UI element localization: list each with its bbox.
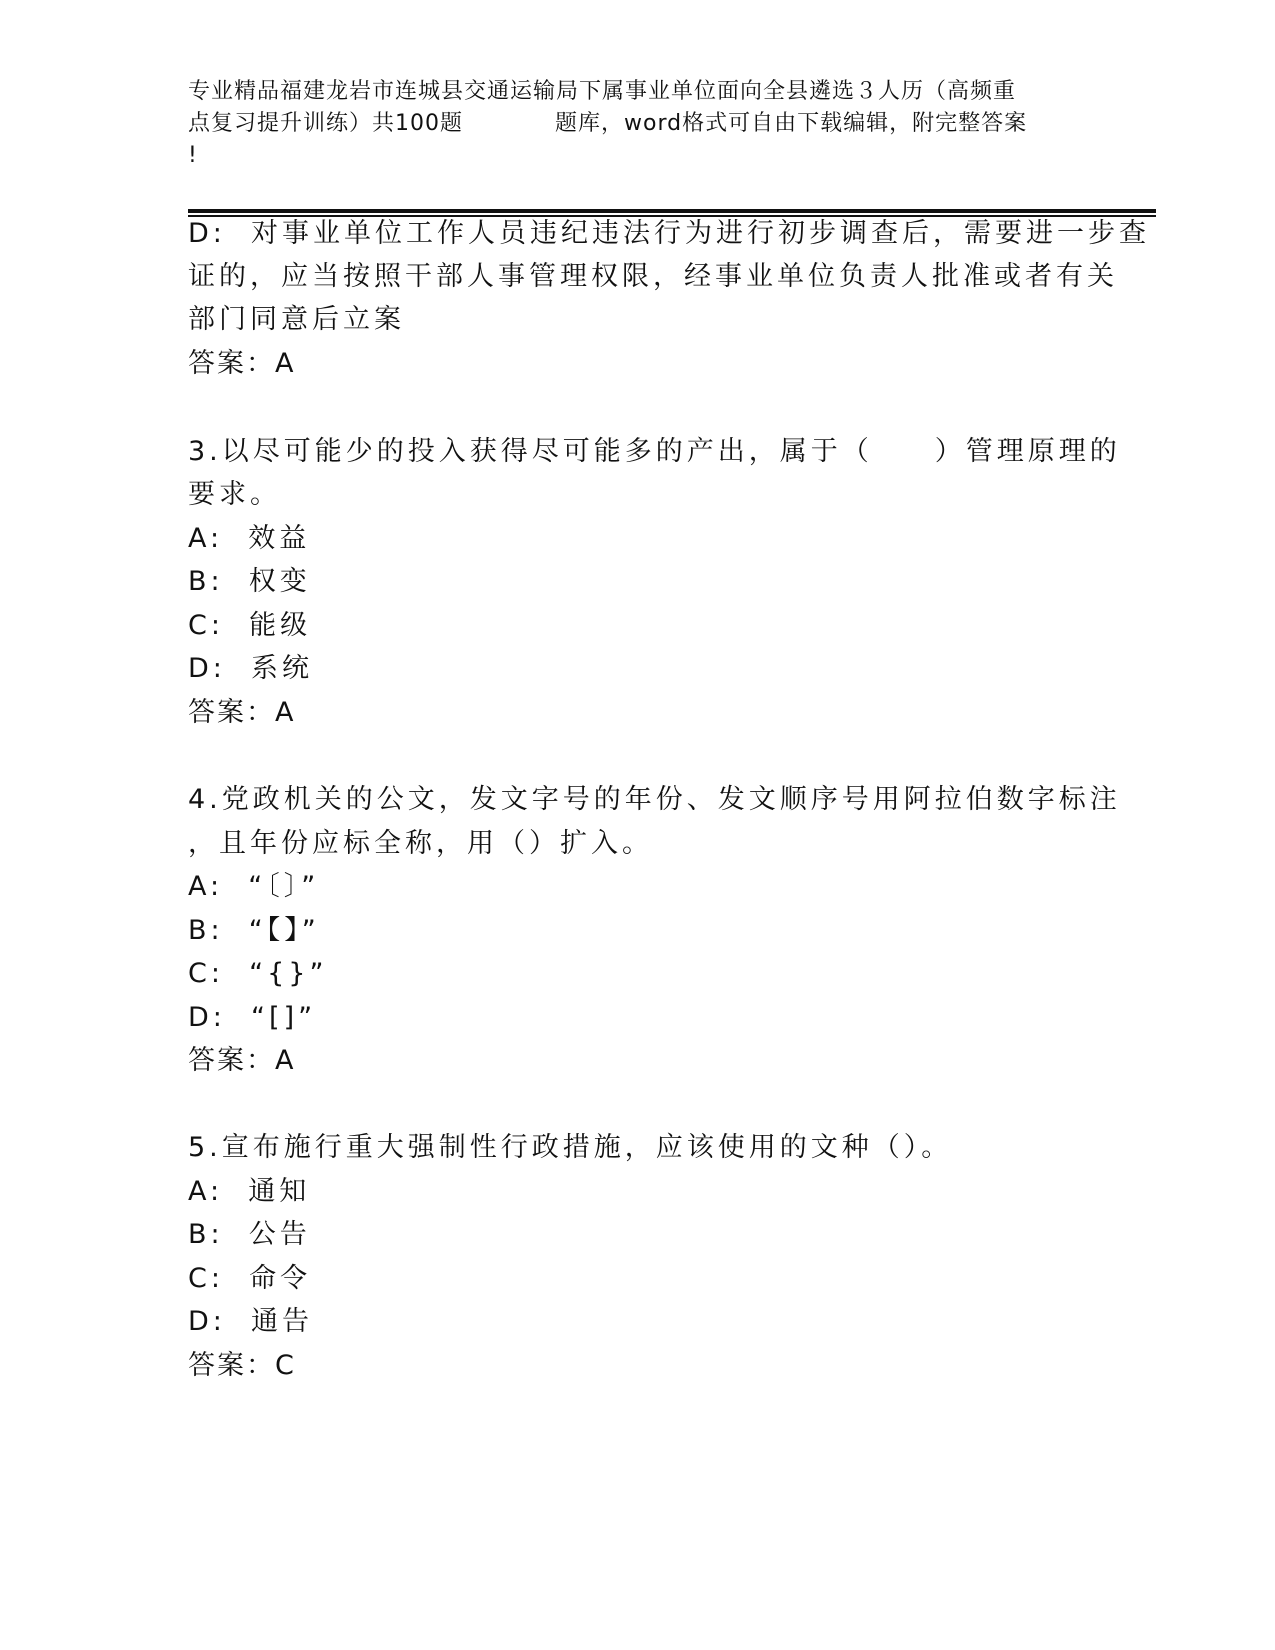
document-header <box>188 76 1088 172</box>
q3-stem-line-1: 3.以尽可能少的投入获得尽可能多的产出，属于（ ）管理原理的 <box>188 436 1121 467</box>
q2-option-d-line-1: D: 对事业单位工作人员违纪违法行为进行初步调查后，需要进一步查 <box>188 218 1151 249</box>
q4-stem-line-1: 4.党政机关的公文，发文字号的年份、发文顺序号用阿拉伯数字标注 <box>188 784 1121 815</box>
q4-answer: 答案：A <box>188 1045 296 1076</box>
q2-option-d-line-2: 证的，应当按照干部人事管理权限，经事业单位负责人批准或者有关 <box>188 261 1118 292</box>
q5-stem-line-1: 5.宣布施行重大强制性行政措施，应该使用的文种（）。 <box>188 1132 953 1163</box>
header-line-2: 点复习提升训练）共100题 题库，word格式可自由下载编辑，附完整答案 <box>188 111 1028 136</box>
q5-option-d: D: 通告 <box>188 1306 314 1337</box>
q5-option-b: B: 公告 <box>188 1219 311 1250</box>
header-line-3: ! <box>188 143 198 168</box>
q3-answer: 答案：A <box>188 697 296 728</box>
q4-option-a: A: “〔〕” <box>188 871 320 902</box>
q4-option-b: B: “【】” <box>188 915 320 946</box>
q3-option-b: B: 权变 <box>188 566 311 597</box>
q5-option-c: C: 命令 <box>188 1263 312 1294</box>
q3-option-c: C: 能级 <box>188 610 312 641</box>
q3-option-a: A: 效益 <box>188 523 311 554</box>
q5-option-a: A: 通知 <box>188 1176 311 1207</box>
header-divider-thick <box>188 209 1156 213</box>
q3-option-d: D: 系统 <box>188 653 314 684</box>
q2-answer: 答案：A <box>188 348 296 379</box>
q4-stem-line-2: ，且年份应标全称，用（）扩入。 <box>188 828 653 859</box>
q5-answer: 答案：C <box>188 1350 296 1381</box>
q4-option-d: D: “[]” <box>188 1002 317 1033</box>
q4-option-c: C: “{}” <box>188 958 328 989</box>
q2-option-d-line-3: 部门同意后立案 <box>188 304 405 335</box>
q3-stem-line-2: 要求。 <box>188 479 281 510</box>
header-line-1: 专业精品福建龙岩市连城县交通运输局下属事业单位面向全县遴选３人历（高频重 <box>188 79 1017 104</box>
